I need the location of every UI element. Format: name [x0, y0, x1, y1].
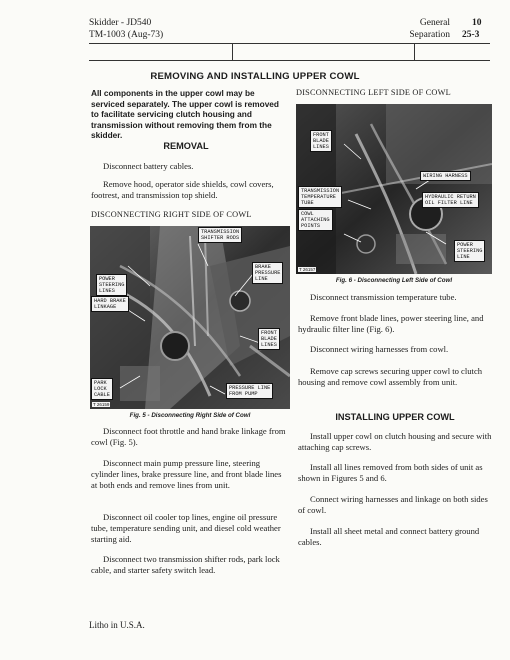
removal-step-4	[91, 458, 287, 491]
removal-step-10-text: Remove cap screws securing upper cowl to clutch housing and remove cowl assembly from unit.	[298, 366, 483, 387]
header-rule	[89, 43, 490, 44]
fig5-label-brake-pressure-line: BRAKE PRESSURE LINE	[252, 262, 283, 284]
fig5-photo	[90, 226, 290, 409]
removal-step-2-text: Remove hood, operator side shields, cowl covers, footrest, and transmission top shield.	[91, 179, 274, 200]
install-step-4-text: Install all sheet metal and connect battery ground cables.	[298, 526, 480, 547]
fig5-label-hand-brake-linkage: HARD BRAKE LINKAGE	[91, 296, 129, 312]
fig6-heading: DISCONNECTING LEFT SIDE OF COWL	[296, 88, 451, 97]
header-group-number: 25-3	[462, 30, 480, 40]
header-section: General	[419, 18, 450, 28]
fig6-label-hydraulic-return-oil-filter-line: HYDRAULIC RETURN OIL FILTER LINE	[422, 192, 479, 208]
removal-step-3	[91, 426, 287, 448]
page-title: REMOVING AND INSTALLING UPPER COWL	[150, 71, 360, 82]
removal-step-1-text: Disconnect battery cables.	[103, 161, 194, 171]
fig6-label-front-blade-lines: FRONT BLADE LINES	[310, 130, 332, 152]
intro-paragraph	[91, 88, 281, 141]
removal-heading: REMOVAL	[163, 141, 209, 151]
removal-step-8-text: Remove front blade lines, power steering line, and hydraulic filter line (Fig. 6).	[298, 313, 484, 334]
install-step-2-text: Install all lines removed from both sides of unit as shown in Figures 5 and 6.	[298, 462, 483, 483]
install-step-2	[298, 462, 492, 484]
fig5-heading: DISCONNECTING RIGHT SIDE OF COWL	[91, 210, 252, 219]
header-rule-bottom	[89, 60, 490, 61]
fig5-photo-id: T 26159	[93, 402, 110, 407]
install-step-3	[298, 494, 492, 516]
header-divider-right	[414, 43, 415, 60]
removal-step-5-text: Disconnect oil cooler top lines, engine oil pressure tube, temperature sending unit, and diesel cold weather starting aid.	[91, 512, 281, 544]
footer-litho: Litho in U.S.A.	[89, 620, 145, 630]
installing-heading: INSTALLING UPPER COWL	[335, 412, 455, 422]
fig5-label-power-steering-lines: POWER STEERING LINES	[96, 274, 127, 296]
removal-step-6-text: Disconnect two transmission shifter rods, park lock cable, and starter safety switch lead.	[91, 554, 280, 575]
removal-step-9-text: Disconnect wiring harnesses from cowl.	[310, 344, 449, 354]
fig6-label-cowl-attaching-points: COWL ATTACHING POINTS	[298, 209, 333, 231]
fig5-label-front-blade-lines: FRONT BLADE LINES	[258, 328, 280, 350]
fig6-label-transmission-temperature-tube: TRANSMISSION TEMPERATURE TUBE	[298, 186, 342, 208]
fig5-label-transmission-shifter-rods: TRANSMISSION SHIFTER RODS	[198, 227, 242, 243]
header-section-number: 10	[472, 18, 482, 28]
header-manual: TM-1003 (Aug-73)	[89, 30, 164, 40]
install-step-4	[298, 526, 492, 548]
fig6-caption: Fig. 6 - Disconnecting Left Side of Cowl	[335, 277, 453, 284]
install-step-3-text: Connect wiring harnesses and linkage on both sides of cowl.	[298, 494, 488, 515]
fig6-photo	[296, 104, 492, 274]
fig6-photo-id: T 26157	[299, 267, 316, 272]
removal-step-10	[298, 366, 492, 388]
removal-step-2	[91, 179, 281, 201]
install-step-1-text: Install upper cowl on clutch housing and secure with attaching cap screws.	[298, 431, 492, 452]
removal-step-6	[91, 554, 287, 576]
removal-step-9	[298, 344, 492, 355]
removal-step-8	[298, 313, 492, 335]
removal-step-1	[91, 161, 281, 172]
fig5-caption: Fig. 5 - Disconnecting Right Side of Cowl	[129, 412, 251, 419]
install-step-1	[298, 431, 492, 453]
header-group: Separation	[409, 30, 450, 40]
removal-step-7	[298, 292, 492, 303]
fig5-label-park-lock-cable: PARK LOCK CABLE	[91, 378, 113, 400]
fig5-photo-drawing	[90, 226, 290, 409]
removal-step-4-text: Disconnect main pump pressure line, steering cylinder lines, brake pressure line, and front blade lines at both ends and remove lines from unit.	[91, 458, 282, 490]
fig6-label-power-steering-line: POWER STEERING LINE	[454, 240, 485, 262]
header-divider-left	[232, 43, 233, 60]
fig5-label-pressure-line-from-pump: PRESSURE LINE FROM PUMP	[226, 383, 273, 399]
removal-step-7-text: Disconnect transmission temperature tube.	[310, 292, 457, 302]
removal-step-5	[91, 512, 287, 545]
fig6-label-wiring-harness: WIRING HARNESS	[420, 171, 471, 181]
removal-step-3-text: Disconnect foot throttle and hand brake linkage from cowl (Fig. 5).	[91, 426, 286, 447]
header-product: Skidder - JD540	[89, 18, 152, 28]
intro-text: All components in the upper cowl may be serviced separately. The upper cowl is removed to facilitate servicing clutch housing and transmission without removing them from the skidder.	[91, 88, 279, 140]
